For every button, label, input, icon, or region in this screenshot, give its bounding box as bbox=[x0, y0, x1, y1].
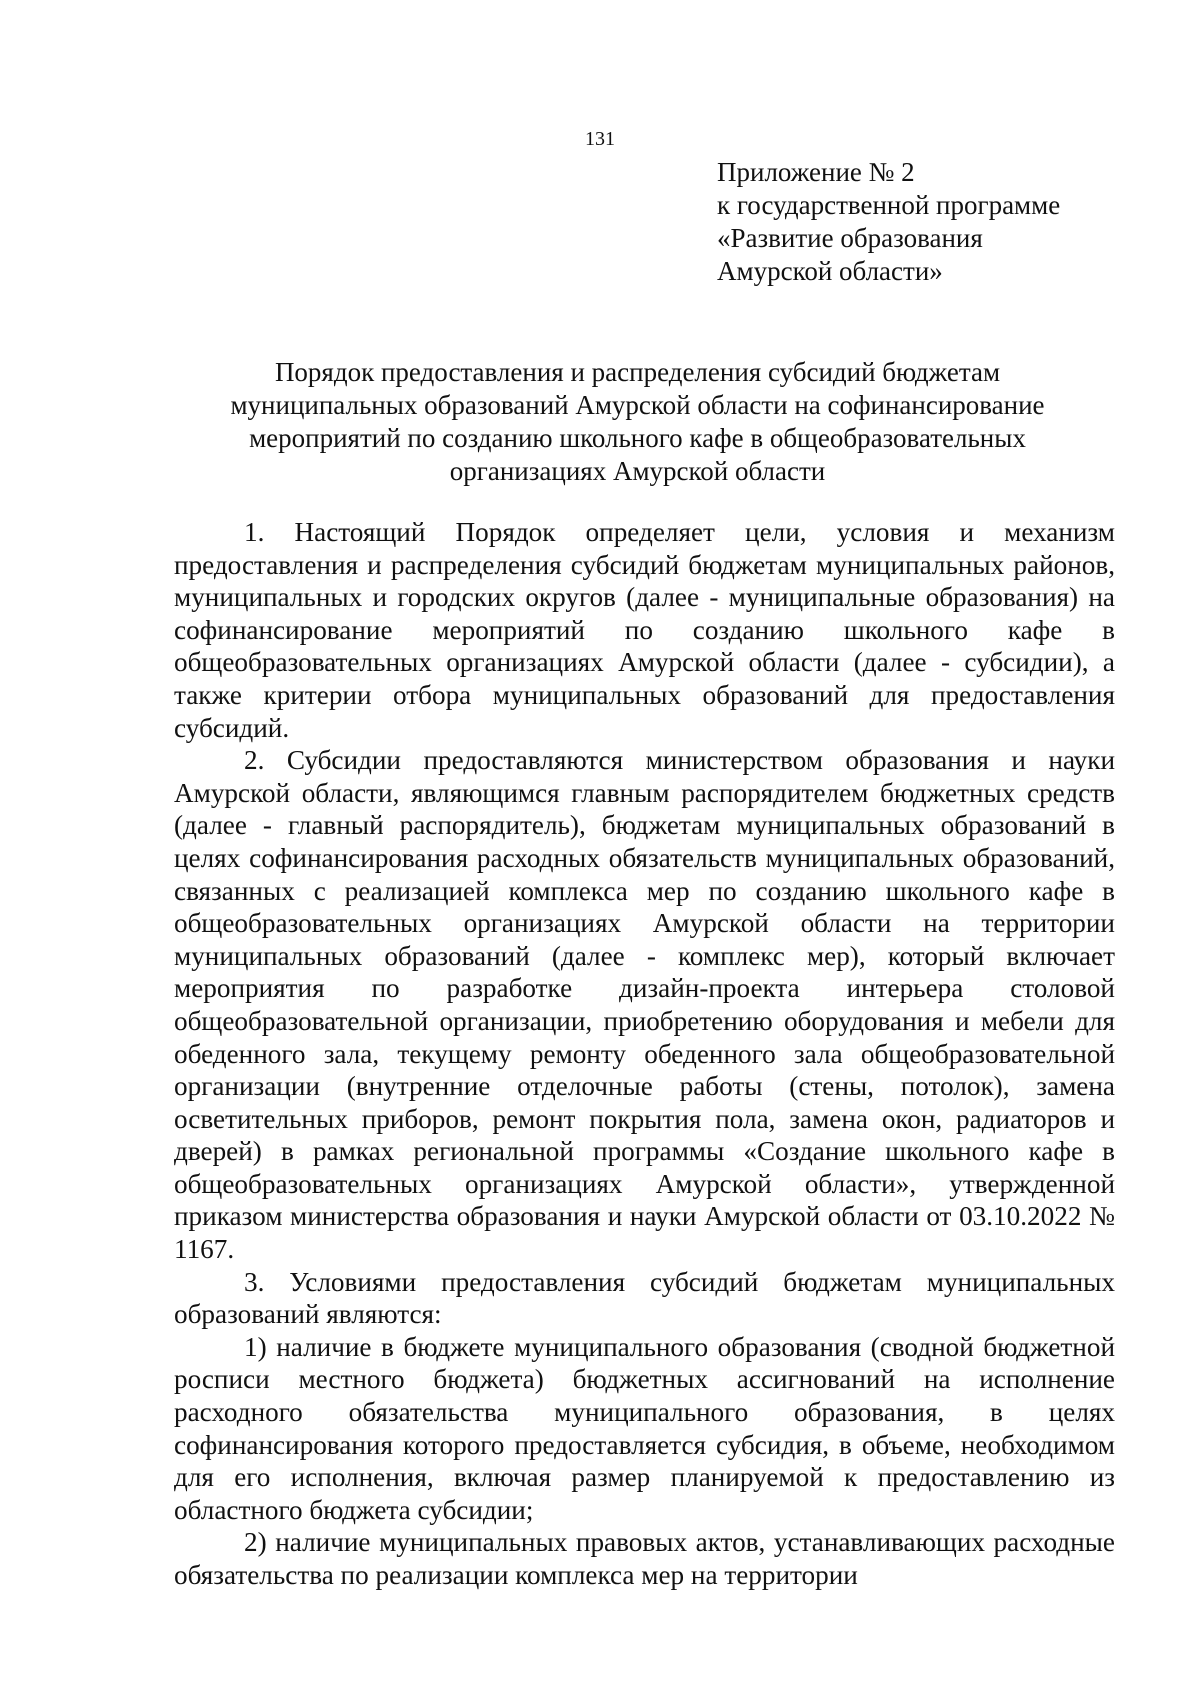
appendix-line: «Развитие образования bbox=[717, 223, 983, 253]
appendix-header bbox=[717, 156, 1060, 288]
paragraph-3: 3. Условиями предоставления субсидий бюджетам муниципальных образований являются: bbox=[174, 1266, 1115, 1330]
title-line: Порядок предоставления и распределения субсидий бюджетам bbox=[274, 357, 1001, 387]
page-number: 131 bbox=[585, 128, 615, 150]
document-title bbox=[160, 356, 1115, 488]
title-line: муниципальных образований Амурской области на софинансирование bbox=[230, 390, 1045, 420]
document-body bbox=[174, 516, 1115, 1592]
appendix-line: к государственной программе bbox=[717, 190, 1061, 220]
paragraph-3-item-2: 2) наличие муниципальных правовых актов, устанавливающих расходные обязательства по реализации комплекса мер на территории bbox=[174, 1527, 1115, 1590]
title-line: мероприятий по созданию школьного кафе в общеобразовательных bbox=[249, 423, 1026, 453]
appendix-line: Амурской области» bbox=[717, 256, 943, 286]
appendix-line: Приложение № 2 bbox=[717, 157, 915, 187]
title-line: организациях Амурской области bbox=[449, 456, 826, 486]
paragraph-2: 2. Субсидии предоставляются министерством образования и науки Амурской области, являющимся главным распорядителем бюджетных средств (далее - главный распорядитель), бюджетам муниципальных образований в целях софинансирования расходных обязательств муниципальных образований, связанных с реализацией комплекса мер по созданию школьного кафе в общеобразовательных организациях Амурской области на территории муниципальных образований (далее - комплекс мер), который включает мероприятия по разработке дизайн-проекта интерьера столовой общеобразовательной организации, приобретению оборудования и мебели для обеденного зала, текущему ремонту обеденного зала общеобразовательной организации (внутренние отделочные работы (стены, потолок), замена осветительных приборов, ремонт покрытия пола, замена окон, радиаторов и дверей) в рамках региональной программы «Создание школьного кафе в общеобразовательных организациях Амурской области», утвержденной приказом министерства образования и науки Амурской области от 03.10.2022 № 1167. bbox=[174, 745, 1115, 1265]
paragraph-1: 1. Настоящий Порядок определяет цели, условия и механизм предоставления и распределения субсидий бюджетам муниципальных районов, муниципальных и городских округов (далее - муниципальные образования) на софинансирование мероприятий по созданию школьного кафе в общеобразовательных организациях Амурской области (далее - субсидии), а также критерии отбора муниципальных образований для предоставления субсидий. bbox=[174, 517, 1115, 743]
paragraph-3-item-1: 1) наличие в бюджете муниципального образования (сводной бюджетной росписи местного бюджета) бюджетных ассигнований на исполнение расходного обязательства муниципального образования, в целях софинансирования которого предоставляется субсидия, в объеме, необходимом для его исполнения, включая размер планируемой к предоставлению из областного бюджета субсидии; bbox=[174, 1331, 1115, 1525]
